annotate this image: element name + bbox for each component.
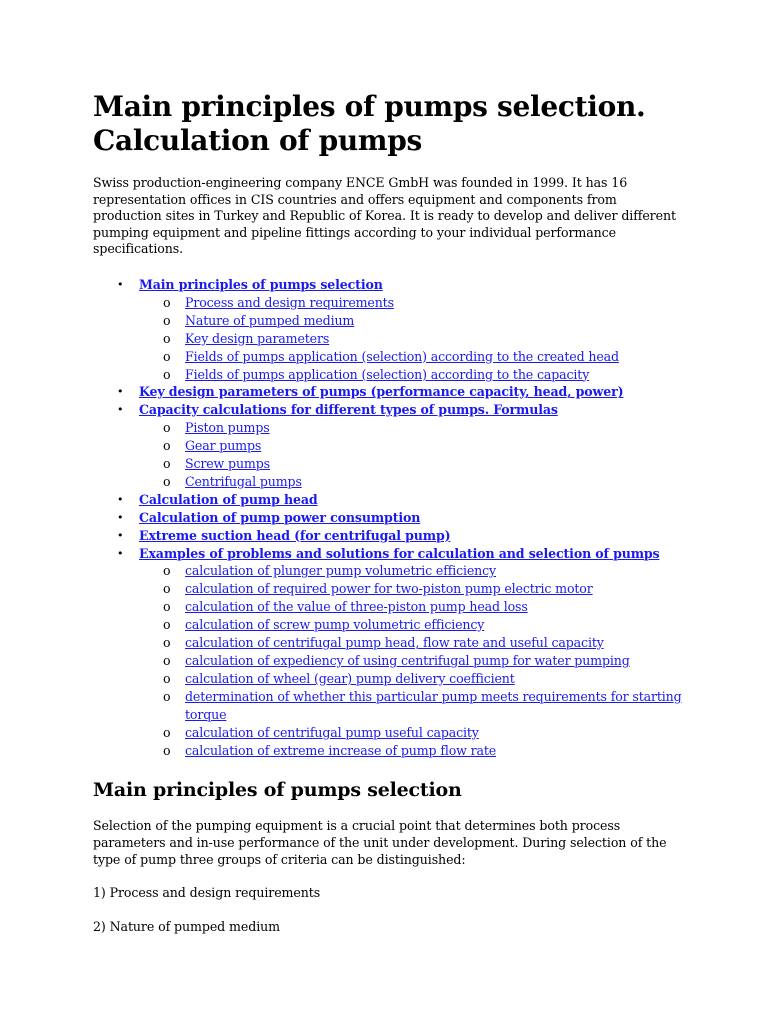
toc-sublink[interactable]: calculation of centrifugal pump useful capacity [185, 724, 479, 740]
toc-subitem [139, 312, 683, 330]
toc-sublist [139, 562, 683, 759]
toc-sublink[interactable]: calculation of expediency of using centrifugal pump for water pumping [185, 653, 630, 668]
toc-subitem [139, 455, 683, 473]
toc-sublink[interactable]: Process and design requirements [185, 294, 394, 310]
bullet-icon: • [117, 385, 124, 399]
sub-bullet-icon: o [163, 312, 171, 328]
toc-item [93, 276, 683, 383]
toc-sublist [139, 294, 683, 384]
sub-bullet-icon: o [163, 438, 171, 454]
toc-sublink[interactable]: Gear pumps [185, 438, 262, 454]
toc-subitem [139, 419, 683, 437]
table-of-contents [93, 276, 683, 759]
bullet-icon: • [117, 528, 124, 542]
toc-sublink[interactable]: Piston pumps [185, 420, 270, 436]
sub-bullet-icon: o [163, 348, 171, 364]
toc-link[interactable]: Calculation of pump head [139, 491, 318, 507]
toc-subitem [139, 580, 683, 598]
section-heading: Main principles of pumps selection [93, 779, 462, 802]
toc-link[interactable]: Main principles of pumps selection [139, 276, 383, 292]
toc-item [93, 383, 683, 401]
sub-bullet-icon: o [163, 473, 171, 489]
toc-sublink[interactable]: Screw pumps [185, 456, 270, 472]
toc-link[interactable]: Key design parameters of pumps (performance capacity, head, power) [139, 384, 624, 400]
toc-subitem [139, 473, 683, 491]
toc-subitem [139, 366, 683, 384]
sub-bullet-icon: o [163, 294, 171, 310]
toc-sublink[interactable]: calculation of wheel (gear) pump delivery coefficient [185, 670, 515, 686]
sub-bullet-icon: o [163, 724, 171, 740]
sub-bullet-icon: o [163, 742, 171, 758]
toc-sublink[interactable]: determination of whether this particular pump meets requirements for starting torque [185, 688, 682, 722]
toc-link[interactable]: Extreme suction head (for centrifugal pump) [139, 527, 451, 543]
toc-subitem [139, 330, 683, 348]
sub-bullet-icon: o [163, 688, 171, 704]
toc-subitem [139, 437, 683, 455]
bullet-icon: • [117, 403, 124, 417]
toc-subitem [139, 724, 683, 742]
sub-bullet-icon: o [163, 635, 171, 651]
toc-item [93, 545, 683, 760]
toc-subitem [139, 598, 683, 616]
toc-subitem [139, 634, 683, 652]
intro-paragraph: Swiss production-engineering company ENCE GmbH was founded in 1999. It has 16 representation offices in CIS countries and offers equipment and components from production sites in Turkey and Republic of Korea. It is ready to develop and deliver different pumping equipment and pipeline fittings according to your individual performance specifications. [93, 175, 676, 257]
page-title [93, 90, 683, 158]
toc-subitem [139, 742, 683, 760]
toc-sublink[interactable]: calculation of the value of three-piston pump head loss [185, 599, 528, 615]
sub-bullet-icon: o [163, 599, 171, 615]
page-title-line1: Main principles of pumps selection. [93, 90, 646, 123]
toc-sublink[interactable]: calculation of screw pump volumetric efficiency [185, 617, 485, 633]
toc-item [93, 491, 683, 509]
sub-bullet-icon: o [163, 617, 171, 633]
toc-subitem [139, 688, 683, 724]
toc-sublink[interactable]: calculation of required power for two-piston pump electric motor [185, 581, 593, 597]
toc-link[interactable]: Calculation of pump power consumption [139, 509, 421, 525]
criteria-item-1: 1) Process and design requirements [93, 885, 321, 901]
sub-bullet-icon: o [163, 366, 171, 382]
toc-sublink[interactable]: Fields of pumps application (selection) according to the capacity [185, 366, 590, 382]
toc-sublink[interactable]: calculation of centrifugal pump head, flow rate and useful capacity [185, 635, 604, 651]
toc-sublink[interactable]: calculation of plunger pump volumetric efficiency [185, 563, 497, 579]
sub-bullet-icon: o [163, 420, 171, 436]
toc-item [93, 401, 683, 491]
sub-bullet-icon: o [163, 563, 171, 579]
toc-sublink[interactable]: Centrifugal pumps [185, 473, 302, 489]
toc-link[interactable]: Capacity calculations for different types of pumps. Formulas [139, 402, 558, 418]
document-page [93, 90, 683, 935]
toc-subitem [139, 562, 683, 580]
bullet-icon: • [117, 546, 124, 560]
sub-bullet-icon: o [163, 653, 171, 668]
toc-subitem [139, 348, 683, 366]
toc-subitem [139, 652, 683, 670]
toc-sublist [139, 419, 683, 491]
sub-bullet-icon: o [163, 456, 171, 472]
sub-bullet-icon: o [163, 670, 171, 686]
sub-bullet-icon: o [163, 581, 171, 597]
toc-sublink[interactable]: Nature of pumped medium [185, 312, 355, 328]
bullet-icon: • [117, 510, 124, 524]
toc-sublink[interactable]: calculation of extreme increase of pump flow rate [185, 742, 497, 758]
bullet-icon: • [117, 492, 124, 506]
toc-link[interactable]: Examples of problems and solutions for calculation and selection of pumps [139, 545, 660, 561]
toc-subitem [139, 616, 683, 634]
toc-sublink[interactable]: Fields of pumps application (selection) according to the created head [185, 348, 619, 364]
sub-bullet-icon: o [163, 330, 171, 346]
toc-item [93, 509, 683, 527]
page-title-line2: Calculation of pumps [93, 124, 422, 157]
section-paragraph: Selection of the pumping equipment is a crucial point that determines both process parameters and in-use performance of the unit under development. During selection of the type of pump three groups of criteria can be distinguished: [93, 818, 667, 867]
toc-subitem [139, 294, 683, 312]
toc-item [93, 527, 683, 545]
toc-subitem [139, 670, 683, 688]
toc-sublink[interactable]: Key design parameters [185, 330, 330, 346]
bullet-icon: • [117, 277, 124, 291]
criteria-item-2: 2) Nature of pumped medium [93, 918, 280, 934]
